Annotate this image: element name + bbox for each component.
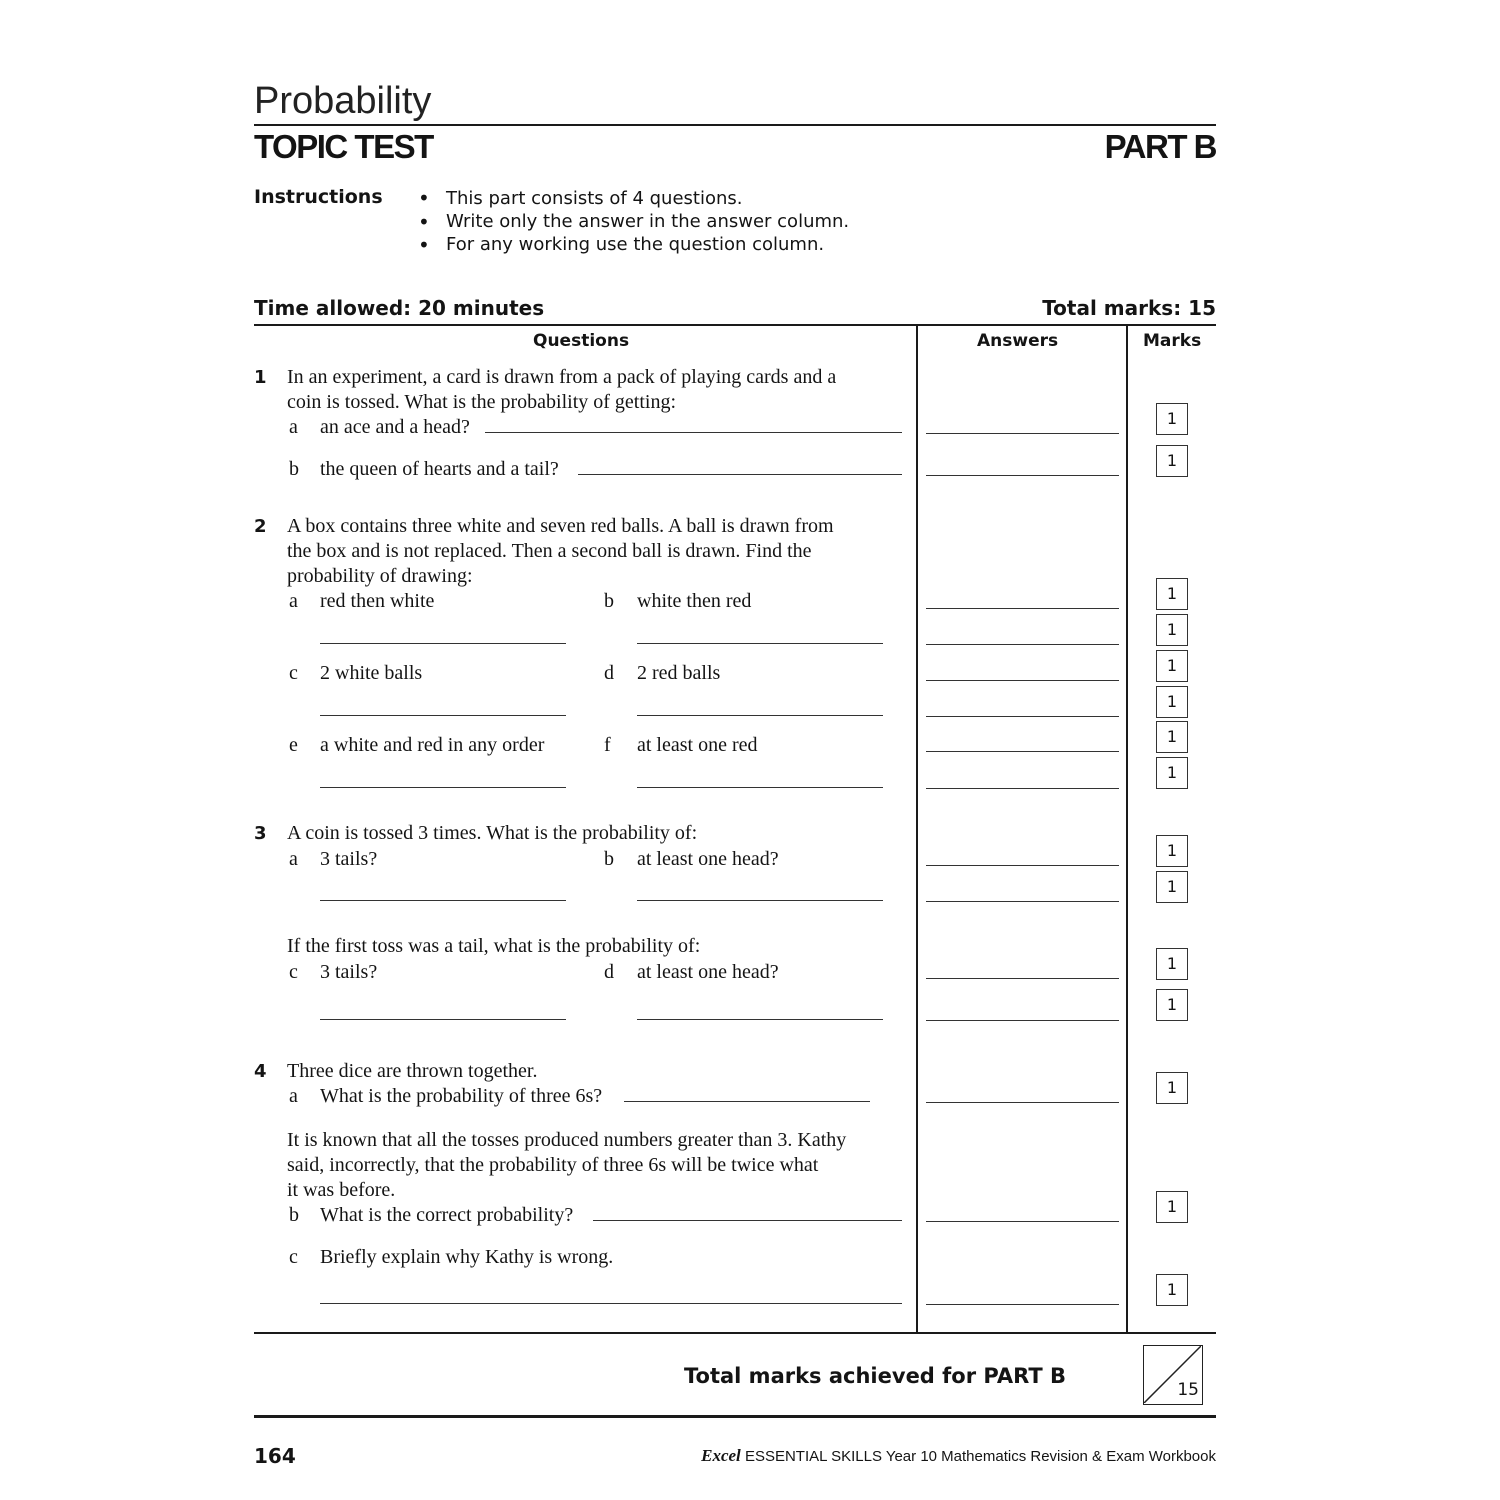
part-letter: d <box>604 662 614 684</box>
question-text: red then white <box>320 590 435 612</box>
bullet-icon: • <box>418 233 430 257</box>
question-text: In an experiment, a card is drawn from a pack of playing cards and a <box>287 366 837 388</box>
question-text: white then red <box>637 590 752 612</box>
answer-line[interactable] <box>926 608 1119 609</box>
mark-box: 1 <box>1156 1191 1188 1223</box>
question-text: 3 tails? <box>320 961 378 983</box>
answer-line[interactable] <box>926 716 1119 717</box>
answer-line[interactable] <box>926 644 1119 645</box>
book-brand: Excel <box>701 1446 741 1465</box>
working-line[interactable] <box>637 787 883 788</box>
question-text: a white and red in any order <box>320 734 545 756</box>
part-letter: c <box>289 961 298 983</box>
mark-box: 1 <box>1156 686 1188 718</box>
question-text: It is known that all the tosses produced numbers greater than 3. Kathy <box>287 1129 847 1151</box>
question-text: A coin is tossed 3 times. What is the probability of: <box>287 822 698 844</box>
question-text: it was before. <box>287 1179 396 1201</box>
part-letter: b <box>289 458 299 480</box>
working-line[interactable] <box>637 643 883 644</box>
footer-rule <box>254 1415 1216 1418</box>
answer-line[interactable] <box>926 1102 1119 1103</box>
answer-line[interactable] <box>926 433 1119 434</box>
working-line[interactable] <box>320 643 566 644</box>
working-line[interactable] <box>578 474 902 475</box>
answer-line[interactable] <box>926 1020 1119 1021</box>
question-text: If the first toss was a tail, what is the probability of: <box>287 935 701 957</box>
mark-box: 1 <box>1156 948 1188 980</box>
mark-box: 1 <box>1156 871 1188 903</box>
part-letter: f <box>604 734 611 756</box>
question-text: 2 white balls <box>320 662 423 684</box>
mark-box: 1 <box>1156 650 1188 682</box>
answer-line[interactable] <box>926 751 1119 752</box>
question-text: the queen of hearts and a tail? <box>320 458 559 480</box>
question-text: an ace and a head? <box>320 416 470 438</box>
book-credit <box>701 1446 1216 1466</box>
answers-divider <box>916 324 918 1334</box>
question-text: A box contains three white and seven red balls. A ball is drawn from <box>287 515 834 537</box>
instruction-item: For any working use the question column. <box>446 234 825 255</box>
instruction-item: This part consists of 4 questions. <box>446 188 743 209</box>
mark-box: 1 <box>1156 757 1188 789</box>
working-line[interactable] <box>320 1303 902 1304</box>
answer-line[interactable] <box>926 680 1119 681</box>
mark-box: 1 <box>1156 445 1188 477</box>
part-letter: b <box>604 848 614 870</box>
working-line[interactable] <box>637 1019 883 1020</box>
part-letter: b <box>604 590 614 612</box>
question-number: 4 <box>254 1061 267 1082</box>
total-score-box[interactable] <box>1143 1345 1203 1405</box>
question-number: 2 <box>254 516 267 537</box>
part-letter: d <box>604 961 614 983</box>
working-line[interactable] <box>320 715 566 716</box>
page-number: 164 <box>254 1444 296 1468</box>
part-letter: a <box>289 590 298 612</box>
book-title: ESSENTIAL SKILLS Year 10 Mathematics Revision & Exam Workbook <box>744 1448 1216 1465</box>
question-text: Briefly explain why Kathy is wrong. <box>320 1246 614 1268</box>
question-text: the box and is not replaced. Then a second ball is drawn. Find the <box>287 540 812 562</box>
marks-column-header: Marks <box>1143 331 1202 351</box>
bullet-icon: • <box>418 210 430 234</box>
part-letter: b <box>289 1204 299 1226</box>
question-number: 1 <box>254 367 267 388</box>
question-text: What is the probability of three 6s? <box>320 1085 603 1107</box>
question-text: 3 tails? <box>320 848 378 870</box>
test-title: TOPIC TEST <box>254 128 433 165</box>
working-line[interactable] <box>593 1220 902 1221</box>
answer-line[interactable] <box>926 865 1119 866</box>
total-achieved-label: Total marks achieved for PART B <box>684 1364 1066 1388</box>
topic-title: Probability <box>254 80 432 122</box>
working-line[interactable] <box>320 900 566 901</box>
part-letter: a <box>289 416 298 438</box>
working-line[interactable] <box>485 432 902 433</box>
working-line[interactable] <box>624 1101 870 1102</box>
table-top-rule <box>254 324 1216 326</box>
mark-box: 1 <box>1156 989 1188 1021</box>
question-text: at least one head? <box>637 961 779 983</box>
mark-box: 1 <box>1156 614 1188 646</box>
working-line[interactable] <box>637 715 883 716</box>
part-letter: c <box>289 662 298 684</box>
mark-box: 1 <box>1156 1072 1188 1104</box>
mark-box: 1 <box>1156 835 1188 867</box>
mark-box: 1 <box>1156 1274 1188 1306</box>
answer-line[interactable] <box>926 788 1119 789</box>
mark-box: 1 <box>1156 721 1188 753</box>
marks-divider <box>1126 324 1128 1334</box>
table-bottom-rule <box>254 1332 1216 1334</box>
total-out-of: 15 <box>1177 1380 1199 1400</box>
part-letter: c <box>289 1246 298 1268</box>
question-text: probability of drawing: <box>287 565 473 587</box>
part-letter: a <box>289 848 298 870</box>
question-text: at least one red <box>637 734 758 756</box>
part-letter: a <box>289 1085 298 1107</box>
answer-line[interactable] <box>926 978 1119 979</box>
header-rule <box>254 124 1216 126</box>
total-marks: Total marks: 15 <box>1042 296 1216 320</box>
working-line[interactable] <box>637 900 883 901</box>
question-text: What is the correct probability? <box>320 1204 574 1226</box>
questions-column-header: Questions <box>533 331 630 351</box>
part-letter: e <box>289 734 298 756</box>
instructions-label: Instructions <box>254 186 383 208</box>
question-text: coin is tossed. What is the probability of getting: <box>287 391 677 413</box>
instruction-item: Write only the answer in the answer column. <box>446 211 850 232</box>
question-text: 2 red balls <box>637 662 721 684</box>
question-text: Three dice are thrown together. <box>287 1060 538 1082</box>
answers-column-header: Answers <box>977 331 1059 351</box>
working-line[interactable] <box>320 1019 566 1020</box>
mark-box: 1 <box>1156 403 1188 435</box>
answer-line[interactable] <box>926 1221 1119 1222</box>
question-text: at least one head? <box>637 848 779 870</box>
part-label: PART B <box>1104 128 1216 165</box>
answer-line[interactable] <box>926 901 1119 902</box>
answer-line[interactable] <box>926 1304 1119 1305</box>
working-line[interactable] <box>320 787 566 788</box>
question-text: said, incorrectly, that the probability of three 6s will be twice what <box>287 1154 819 1176</box>
mark-box: 1 <box>1156 578 1188 610</box>
time-allowed: Time allowed: 20 minutes <box>254 296 545 320</box>
question-number: 3 <box>254 823 267 844</box>
answer-line[interactable] <box>926 475 1119 476</box>
bullet-icon: • <box>418 186 430 210</box>
